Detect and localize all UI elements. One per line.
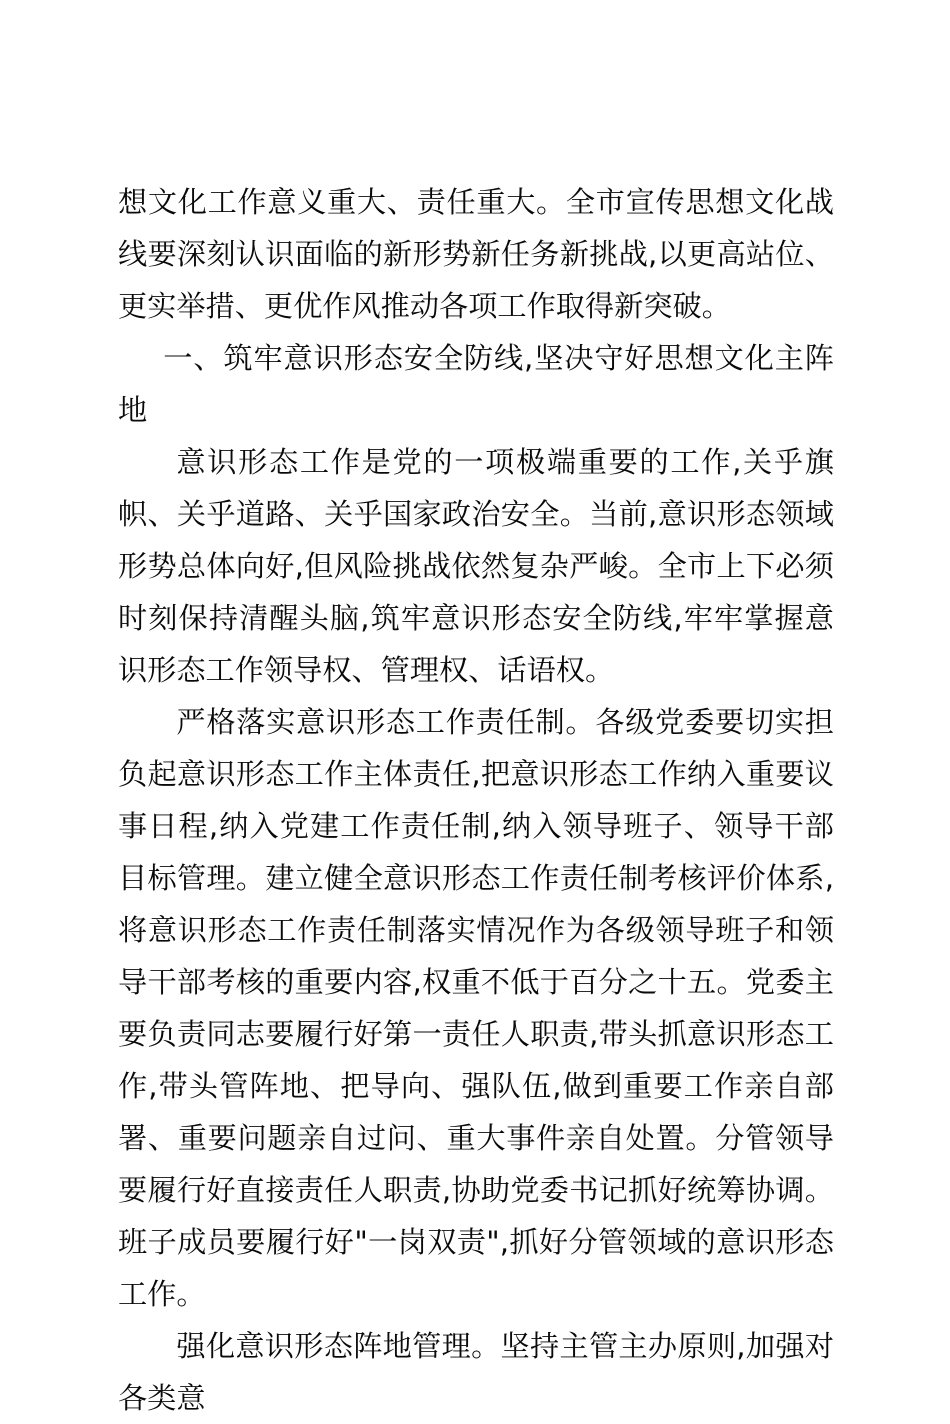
paragraph-continued-from-previous-page: 想文化工作意义重大、责任重大。全市宣传思想文化战线要深刻认识面临的新形势新任务新挑战,以更高站位、更实举措、更优作风推动各项工作取得新突破。 <box>118 185 834 323</box>
section-heading-one: 一、筑牢意识形态安全防线,坚决守好思想文化主阵地 <box>118 341 834 427</box>
paragraph-ideology-overview: 意识形态工作是党的一项极端重要的工作,关乎旗帜、关乎道路、关乎国家政治安全。当前,意识形态领域形势总体向好,但风险挑战依然复杂严峻。全市上下必须时刻保持清醒头脑,筑牢意识形态安全防线,牢牢掌握意识形态工作领导权、管理权、话语权。 <box>118 445 834 687</box>
paragraph-position-management: 强化意识形态阵地管理。坚持主管主办原则,加强对各类意 <box>118 1329 834 1415</box>
document-text-column <box>118 176 834 1424</box>
paragraph-responsibility-system: 严格落实意识形态工作责任制。各级党委要切实担负起意识形态工作主体责任,把意识形态工作纳入重要议事日程,纳入党建工作责任制,纳入领导班子、领导干部目标管理。建立健全意识形态工作责任制考核评价体系,将意识形态工作责任制落实情况作为各级领导班子和领导干部考核的重要内容,权重不低于百分之十五。党委主要负责同志要履行好第一责任人职责,带头抓意识形态工作,带头管阵地、把导向、强队伍,做到重要工作亲自部署、重要问题亲自过问、重大事件亲自处置。分管领导要履行好直接责任人职责,协助党委书记抓好统筹协调。班子成员要履行好"一岗双责",抓好分管领域的意识形态工作。 <box>118 705 834 1311</box>
